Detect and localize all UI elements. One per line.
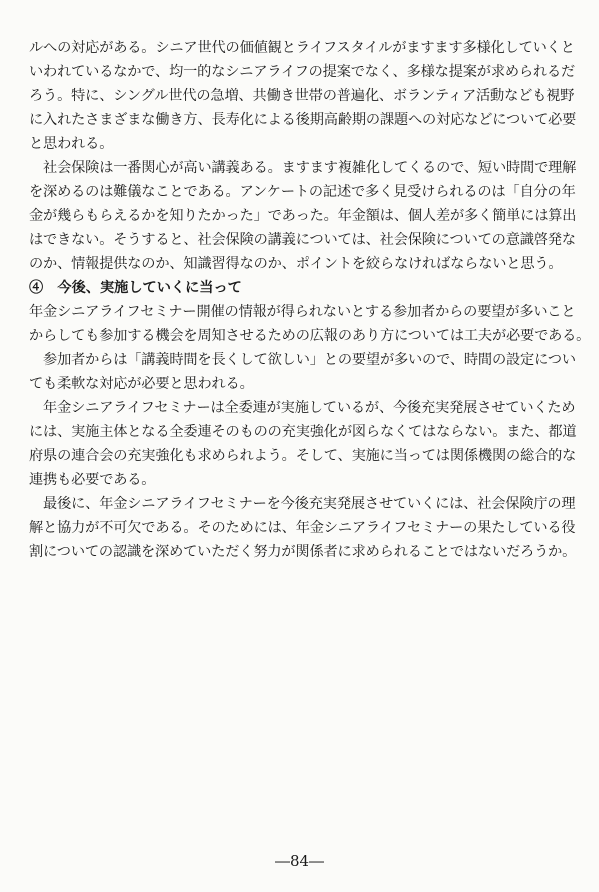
paragraph-2-line-5: のか、情報提供なのか、知識習得なのか、ポイントを絞らなければならないと思う。 — [29, 256, 563, 272]
paragraph-1-line-3: ろう。特に、シングル世代の急増、共働き世帯の普遍化、ボランティア活動なども視野 — [29, 88, 575, 104]
paragraph-5-line-2: には、実施主体となる全委連そのものの充実強化が図らなくてはならない。また、都道 — [29, 424, 577, 440]
paragraph-5-line-4: 連携も必要である。 — [29, 472, 156, 488]
paragraph-5-line-1: 年金シニアライフセミナーは全委連が実施しているが、今後充実発展させていくため — [29, 400, 576, 416]
paragraph-6-line-3: 割についての認識を深めていただく努力が関係者に求められることではないだろうか。 — [29, 544, 577, 560]
page-number: ―84― — [274, 852, 325, 870]
paragraph-3-line-2: からしても参加する機会を周知させるための広報のあり方については工夫が必要である。 — [29, 328, 591, 344]
paragraph-6-line-1: 最後に、年金シニアライフセミナーを今後充実発展させていくには、社会保険庁の理 — [29, 496, 576, 512]
paragraph-1-line-4: に入れたさまざまな働き方、長寿化による後期高齢期の課題への対応などについて必要 — [29, 112, 577, 128]
paragraph-4-line-2: ても柔軟な対応が必要と思われる。 — [29, 376, 254, 392]
paragraph-1-line-1: ルへの対応がある。シニア世代の価値観とライフスタイルがますます多様化していくと — [29, 40, 575, 56]
section-heading: ④ 今後、実施していくに当って — [29, 280, 242, 296]
paragraph-2-line-4: はできない。そうすると、社会保険の講義については、社会保険についての意識啓発な — [29, 232, 576, 248]
paragraph-5-line-3: 府県の連合会の充実強化も求められよう。そして、実施に当っては関係機関の総合的な — [29, 448, 577, 464]
paragraph-2-line-3: 金が幾らもらえるかを知りたかった」であった。年金額は、個人差が多く簡単には算出 — [29, 208, 577, 224]
paragraph-2-line-1: 社会保険は一番関心が高い講義ある。ますます複雑化してくるので、短い時間で理解 — [29, 160, 577, 176]
paragraph-1-line-2: いわれているなかで、均一的なシニアライフの提案でなく、多様な提案が求められるだ — [29, 64, 576, 80]
paragraph-1-line-5: と思われる。 — [29, 136, 114, 152]
paragraph-4-line-1: 参加者からは「講義時間を長くして欲しい」との要望が多いので、時間の設定につい — [29, 352, 576, 368]
paragraph-3-line-1: 年金シニアライフセミナー開催の情報が得られないとする参加者からの要望が多いこと — [29, 304, 576, 320]
paragraph-6-line-2: 解と協力が不可欠である。そのためには、年金シニアライフセミナーの果たしている役 — [29, 520, 576, 536]
paragraph-2-line-2: を深めるのは難儀なことである。アンケートの記述で多く見受けられるのは「自分の年 — [29, 184, 576, 200]
